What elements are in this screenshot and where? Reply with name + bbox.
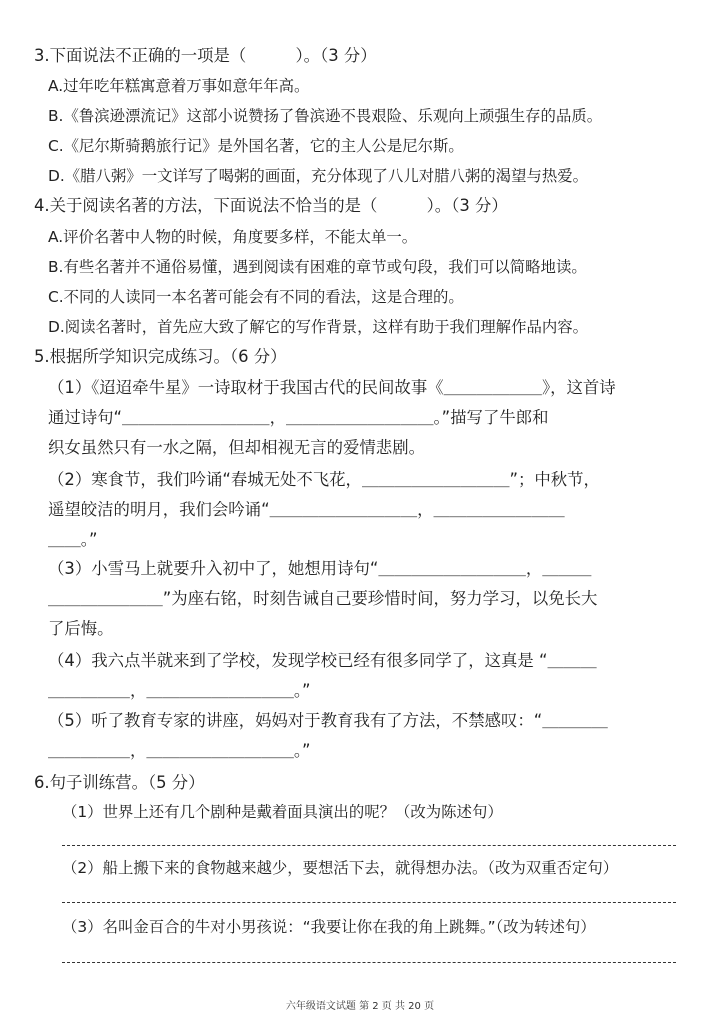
q6-answer-line-3[interactable] <box>62 962 676 963</box>
q5-3-line1: （3）小雪马上就要升入初中了，她想用诗句“＿＿＿＿＿＿＿＿＿，＿＿＿ <box>48 559 592 578</box>
q5-2-line3: ＿＿。” <box>48 530 98 549</box>
q6-sentence-1: （1）世界上还有几个剧种是戴着面具演出的呢？（改为陈述句） <box>62 803 503 821</box>
q6-answer-line-2[interactable] <box>62 902 676 903</box>
q6-sentence-2: （2）船上搬下来的食物越来越少，要想活下去，就得想办法。（改为双重否定句） <box>62 859 619 877</box>
q5-1-line1: （1）《迢迢牵牛星》一诗取材于我国古代的民间故事《＿＿＿＿＿＿》，这首诗 <box>48 378 616 397</box>
q5-4-line1: （4）我六点半就来到了学校，发现学校已经有很多同学了，这真是 “＿＿＿ <box>48 651 597 670</box>
q4-stem: 4.关于阅读名著的方法，下面说法不恰当的是（ ）。（3 分） <box>34 196 508 215</box>
q3-option-d: D.《腊八粥》一文详写了喝粥的画面，充分体现了八儿对腊八粥的渴望与热爱。 <box>48 167 589 185</box>
q5-4-line2: ＿＿＿＿＿，＿＿＿＿＿＿＿＿＿。” <box>48 681 311 700</box>
q6-stem: 6.句子训练营。（5 分） <box>34 773 205 792</box>
q6-sentence-3: （3）名叫金百合的牛对小男孩说：“我要让你在我的角上跳舞。”（改为转述句） <box>62 918 596 936</box>
q3-option-c: C.《尼尔斯骑鹅旅行记》是外国名著，它的主人公是尼尔斯。 <box>48 137 464 155</box>
q5-2-line1: （2）寒食节，我们吟诵“春城无处不飞花，＿＿＿＿＿＿＿＿＿”；中秋节， <box>48 470 600 489</box>
q5-2-line2: 遥望皎洁的明月，我们会吟诵“＿＿＿＿＿＿＿＿＿，＿＿＿＿＿＿＿＿ <box>48 500 565 519</box>
q5-stem: 5.根据所学知识完成练习。（6 分） <box>34 347 287 366</box>
q3-stem: 3.下面说法不正确的一项是（ ）。（3 分） <box>34 46 377 65</box>
q3-option-b: B.《鲁滨逊漂流记》这部小说赞扬了鲁滨逊不畏艰险、乐观向上顽强生存的品质。 <box>48 107 603 125</box>
q4-option-c: C.不同的人读同一本名著可能会有不同的看法，这是合理的。 <box>48 288 464 306</box>
q5-3-line3: 了后悔。 <box>48 619 114 638</box>
q5-5-line2: ＿＿＿＿＿，＿＿＿＿＿＿＿＿＿。” <box>48 741 311 760</box>
q4-option-a: A.评价名著中人物的时候，角度要多样，不能太单一。 <box>48 228 418 246</box>
q5-3-line2: ＿＿＿＿＿＿＿”为座右铭，时刻告诫自己要珍惜时间，努力学习，以免长大 <box>48 589 598 608</box>
page-footer: 六年级语文试题 第 2 页 共 20 页 <box>285 1001 435 1012</box>
q3-option-a: A.过年吃年糕寓意着万事如意年年高。 <box>48 77 310 95</box>
q5-1-line3: 织女虽然只有一水之隔，但却相视无言的爱情悲剧。 <box>48 438 425 457</box>
q5-1-line2: 通过诗句“＿＿＿＿＿＿＿＿＿，＿＿＿＿＿＿＿＿＿。”描写了牛郎和 <box>48 408 549 427</box>
q4-option-d: D.阅读名著时，首先应大致了解它的写作背景，这样有助于我们理解作品内容。 <box>48 318 589 336</box>
q6-answer-line-1[interactable] <box>62 845 676 846</box>
q4-option-b: B.有些名著并不通俗易懂，遇到阅读有困难的章节或句段，我们可以简略地读。 <box>48 258 587 276</box>
q5-5-line1: （5）听了教育专家的讲座，妈妈对于教育我有了方法，不禁感叹：“＿＿＿＿ <box>48 711 608 730</box>
